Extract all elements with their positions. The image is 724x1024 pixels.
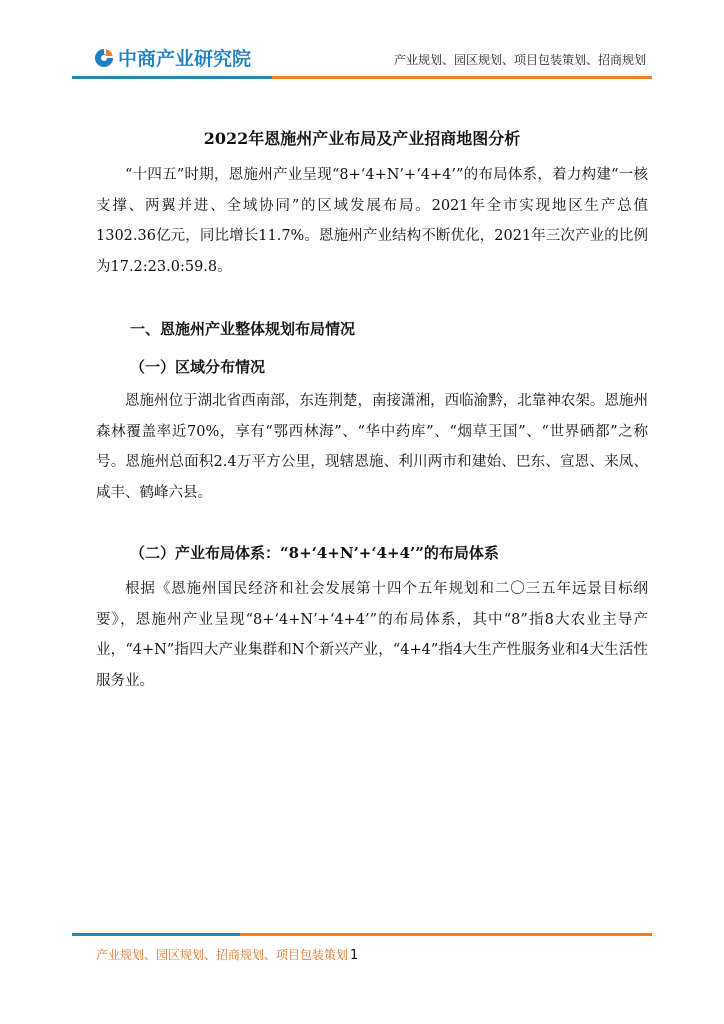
logo-icon — [93, 47, 115, 69]
header-divider-blue — [72, 76, 272, 79]
footer-divider-blue — [72, 933, 240, 936]
subsection-heading-1: （一）区域分布情况 — [130, 358, 266, 376]
footer-label: 产业规划、园区规划、招商规划、项目包装策划 — [96, 948, 349, 962]
logo-text: 中商产业研究院 — [118, 48, 252, 70]
header-tagline: 产业规划、园区规划、项目包装策划、招商规划 — [393, 53, 646, 67]
brand-logo — [93, 44, 251, 71]
section-heading: 一、恩施州产业整体规划布局情况 — [130, 320, 356, 338]
page-footer — [96, 946, 358, 963]
page-number: 1 — [350, 948, 359, 963]
region-paragraph: 恩施州位于湖北省西南部，东连荆楚，南接潇湘，西临渝黔，北靠神农架。恩施州森林覆盖率近70%，享有“鄂西林海”、“华中药库”、“烟草王国”、“世界硒都”之称号。恩施州总面积2.4万平方公里，现辖恩施、利川两市和建始、巴东、宣恩、来凤、咸丰、鹤峰六县。 — [96, 393, 648, 501]
document-title: 2022年恩施州产业布局及产业招商地图分析 — [203, 129, 521, 148]
page-header — [0, 0, 724, 90]
footer-divider-orange — [240, 933, 652, 936]
industry-layout-paragraph: 根据《恩施州国民经济和社会发展第十四个五年规划和二〇三五年远景目标纲要》，恩施州产业呈现“8+‘4+N’+‘4+4’”的布局体系，其中“8”指8大农业主导产业，“4+N”指四大产业集群和N个新兴产业，“4+4”指4大生产性服务业和4大生活性服务业。 — [96, 581, 648, 689]
subsection-heading-2: （二）产业布局体系：“8+‘4+N’+‘4+4’”的布局体系 — [130, 544, 499, 562]
header-divider-orange — [272, 76, 652, 79]
intro-paragraph: “十四五”时期，恩施州产业呈现“8+‘4+N’+‘4+4’”的布局体系，着力构建“一核支撑、两翼并进、全域协同”的区域发展布局。2021年全市实现地区生产总值1302.36亿元，同比增长11.7%。恩施州产业结构不断优化，2021年三次产业的比例为17.2:23.0:59.8。 — [96, 167, 648, 275]
